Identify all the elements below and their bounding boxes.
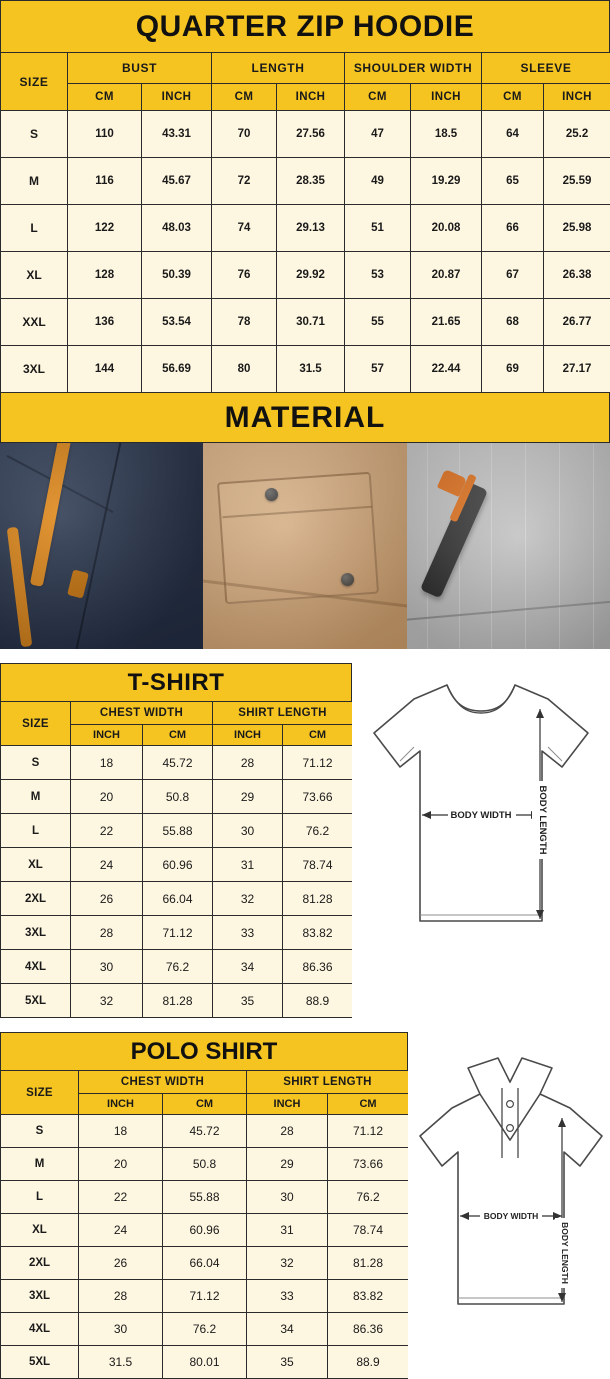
polo-row-size: 2XL [1,1247,79,1280]
tshirt-row-size: 5XL [1,984,71,1018]
polo-cell: 83.82 [328,1280,409,1313]
body-width-label: BODY WIDTH [484,1211,539,1221]
hoodie-cell: 144 [68,346,142,393]
polo-cell: 28 [247,1115,328,1148]
hoodie-sub-shoulder-cm: CM [345,84,411,111]
hoodie-cell: 80 [212,346,277,393]
tshirt-sub-chest-inch: INCH [71,725,143,746]
tshirt-cell: 28 [213,746,283,780]
tshirt-cell: 81.28 [143,984,213,1018]
tshirt-cell: 81.28 [283,882,353,916]
hoodie-row-size: XL [1,252,68,299]
hoodie-sub-shoulder-inch: INCH [411,84,482,111]
hoodie-cell: 56.69 [142,346,212,393]
tshirt-cell: 32 [71,984,143,1018]
polo-cell: 76.2 [163,1313,247,1346]
hoodie-cell: 136 [68,299,142,346]
polo-cell: 86.36 [328,1313,409,1346]
polo-cell: 32 [247,1247,328,1280]
polo-header-row [1,1071,409,1094]
hoodie-cell: 20.87 [411,252,482,299]
tan-sleeve-pocket-photo [203,443,406,649]
table-row [1,1148,409,1181]
hoodie-cell: 31.5 [277,346,345,393]
hoodie-cell: 55 [345,299,411,346]
tshirt-cell: 29 [213,780,283,814]
tshirt-cell: 66.04 [143,882,213,916]
body-length-label: BODY LENGTH [560,1222,570,1284]
polo-cell: 73.66 [328,1148,409,1181]
hoodie-cell: 70 [212,111,277,158]
hoodie-cell: 47 [345,111,411,158]
hoodie-cell: 45.67 [142,158,212,205]
polo-sub-chest-cm: CM [163,1094,247,1115]
polo-cell: 31.5 [79,1346,163,1379]
table-row [1,111,610,158]
hoodie-cell: 20.08 [411,205,482,252]
polo-header-shirt-length: SHIRT LENGTH [247,1071,409,1094]
table-row [1,299,610,346]
polo-cell: 31 [247,1214,328,1247]
tshirt-section [0,663,610,1018]
hoodie-cell: 25.59 [544,158,610,205]
polo-cell: 78.74 [328,1214,409,1247]
tshirt-header-size: SIZE [1,702,71,746]
polo-row-size: M [1,1148,79,1181]
polo-cell: 66.04 [163,1247,247,1280]
hoodie-cell: 53.54 [142,299,212,346]
table-row [1,1313,409,1346]
tshirt-cell: 60.96 [143,848,213,882]
tshirt-cell: 88.9 [283,984,353,1018]
hoodie-cell: 18.5 [411,111,482,158]
polo-cell: 76.2 [328,1181,409,1214]
hoodie-cell: 22.44 [411,346,482,393]
polo-row-size: XL [1,1214,79,1247]
hoodie-cell: 68 [482,299,544,346]
tshirt-cell: 73.66 [283,780,353,814]
tshirt-diagram [352,663,610,963]
tshirt-cell: 30 [71,950,143,984]
tshirt-cell: 55.88 [143,814,213,848]
polo-row-size: 5XL [1,1346,79,1379]
polo-cell: 71.12 [163,1280,247,1313]
photo-shading [407,443,610,649]
table-row [1,882,353,916]
hoodie-cell: 110 [68,111,142,158]
polo-cell: 81.28 [328,1247,409,1280]
polo-row-size: 4XL [1,1313,79,1346]
polo-cell: 30 [79,1313,163,1346]
hoodie-cell: 128 [68,252,142,299]
tshirt-cell: 20 [71,780,143,814]
hoodie-cell: 30.71 [277,299,345,346]
table-row [1,252,610,299]
tshirt-header-row [1,702,353,725]
hoodie-cell: 74 [212,205,277,252]
tshirt-cell: 26 [71,882,143,916]
hoodie-cell: 27.17 [544,346,610,393]
tshirt-cell: 76.2 [143,950,213,984]
hoodie-row-size: M [1,158,68,205]
tshirt-cell: 18 [71,746,143,780]
hoodie-cell: 28.35 [277,158,345,205]
table-row [1,1115,409,1148]
tshirt-cell: 24 [71,848,143,882]
polo-cell: 33 [247,1280,328,1313]
polo-row-size: L [1,1181,79,1214]
hoodie-cell: 25.98 [544,205,610,252]
table-row [1,1280,409,1313]
table-row [1,746,353,780]
polo-sub-length-inch: INCH [247,1094,328,1115]
hoodie-subheader-row [1,84,610,111]
polo-row-size: 3XL [1,1280,79,1313]
hoodie-header-size: SIZE [1,53,68,111]
polo-cell: 45.72 [163,1115,247,1148]
polo-cell: 60.96 [163,1214,247,1247]
photo-shading [0,443,203,649]
body-width-label: BODY WIDTH [450,810,511,821]
tshirt-cell: 76.2 [283,814,353,848]
tshirt-cell: 86.36 [283,950,353,984]
hoodie-cell: 67 [482,252,544,299]
hoodie-sub-length-inch: INCH [277,84,345,111]
table-row [1,205,610,252]
polo-cell: 88.9 [328,1346,409,1379]
table-row [1,848,353,882]
tshirt-row-size: L [1,814,71,848]
tshirt-cell: 35 [213,984,283,1018]
hoodie-header-length: LENGTH [212,53,345,84]
hoodie-row-size: 3XL [1,346,68,393]
tshirt-row-size: M [1,780,71,814]
hoodie-cell: 122 [68,205,142,252]
polo-cell: 24 [79,1214,163,1247]
body-length-label: BODY LENGTH [537,786,548,855]
polo-figure-column [408,1032,610,1379]
hoodie-sub-length-cm: CM [212,84,277,111]
hoodie-sub-bust-cm: CM [68,84,142,111]
polo-size-table [0,1070,409,1379]
polo-cell: 55.88 [163,1181,247,1214]
tshirt-cell: 71.12 [143,916,213,950]
hoodie-size-table [0,52,610,393]
hoodie-cell: 65 [482,158,544,205]
hoodie-cell: 57 [345,346,411,393]
hoodie-cell: 69 [482,346,544,393]
polo-cell: 34 [247,1313,328,1346]
tshirt-table-column [0,663,352,1018]
tshirt-outline [374,685,588,921]
material-photo-strip [0,443,610,649]
tshirt-title: T-SHIRT [0,663,352,701]
hoodie-header-sleeve: SLEEVE [482,53,610,84]
tshirt-cell: 71.12 [283,746,353,780]
hoodie-cell: 49 [345,158,411,205]
hoodie-cell: 25.2 [544,111,610,158]
tshirt-sub-length-inch: INCH [213,725,283,746]
tshirt-cell: 83.82 [283,916,353,950]
table-row [1,1346,409,1379]
table-row [1,346,610,393]
tshirt-cell: 28 [71,916,143,950]
spacer [0,649,610,663]
polo-cell: 18 [79,1115,163,1148]
table-row [1,984,353,1018]
tshirt-row-size: 2XL [1,882,71,916]
tshirt-cell: 22 [71,814,143,848]
polo-row-size: S [1,1115,79,1148]
table-row [1,1214,409,1247]
polo-cell: 50.8 [163,1148,247,1181]
tshirt-cell: 32 [213,882,283,916]
table-row [1,814,353,848]
polo-title: POLO SHIRT [0,1032,408,1070]
tshirt-header-chest-width: CHEST WIDTH [71,702,213,725]
hoodie-cell: 64 [482,111,544,158]
table-row [1,950,353,984]
tshirt-row-size: 3XL [1,916,71,950]
hoodie-row-size: S [1,111,68,158]
tshirt-sub-chest-cm: CM [143,725,213,746]
hoodie-title: QUARTER ZIP HOODIE [0,0,610,52]
hoodie-cell: 21.65 [411,299,482,346]
hoodie-cell: 29.92 [277,252,345,299]
hoodie-header-bust: BUST [68,53,212,84]
table-row [1,780,353,814]
polo-diagram [408,1032,610,1332]
hoodie-row-size: XXL [1,299,68,346]
tshirt-cell: 78.74 [283,848,353,882]
hoodie-cell: 50.39 [142,252,212,299]
hoodie-sub-sleeve-inch: INCH [544,84,610,111]
hoodie-cell: 27.56 [277,111,345,158]
hoodie-cell: 26.77 [544,299,610,346]
table-row [1,1247,409,1280]
tshirt-cell: 34 [213,950,283,984]
hoodie-cell: 53 [345,252,411,299]
tshirt-cell: 33 [213,916,283,950]
tshirt-cell: 50.8 [143,780,213,814]
tshirt-cell: 45.72 [143,746,213,780]
polo-button [507,1125,514,1132]
hoodie-cell: 76 [212,252,277,299]
polo-button [507,1101,514,1108]
polo-sub-length-cm: CM [328,1094,409,1115]
tshirt-header-shirt-length: SHIRT LENGTH [213,702,353,725]
hoodie-sub-bust-inch: INCH [142,84,212,111]
polo-sub-chest-inch: INCH [79,1094,163,1115]
hoodie-cell: 43.31 [142,111,212,158]
tshirt-row-size: S [1,746,71,780]
polo-cell: 35 [247,1346,328,1379]
hoodie-cell: 72 [212,158,277,205]
tshirt-size-table [0,701,353,1018]
tshirt-row-size: 4XL [1,950,71,984]
hoodie-cell: 48.03 [142,205,212,252]
polo-cell: 30 [247,1181,328,1214]
polo-cell: 71.12 [328,1115,409,1148]
navy-hoodie-drawcord-photo [0,443,203,649]
polo-cell: 80.01 [163,1346,247,1379]
tshirt-cell: 31 [213,848,283,882]
table-row [1,158,610,205]
hoodie-cell: 116 [68,158,142,205]
table-row [1,1181,409,1214]
hoodie-cell: 19.29 [411,158,482,205]
polo-cell: 28 [79,1280,163,1313]
hoodie-cell: 66 [482,205,544,252]
hoodie-row-size: L [1,205,68,252]
tshirt-cell: 30 [213,814,283,848]
material-title: MATERIAL [0,393,610,443]
polo-cell: 29 [247,1148,328,1181]
polo-table-column [0,1032,408,1379]
polo-section [0,1032,610,1379]
polo-header-chest-width: CHEST WIDTH [79,1071,247,1094]
hoodie-header-row [1,53,610,84]
polo-cell: 22 [79,1181,163,1214]
tshirt-sub-length-cm: CM [283,725,353,746]
photo-shading [203,443,406,649]
hoodie-cell: 51 [345,205,411,252]
tshirt-row-size: XL [1,848,71,882]
hoodie-header-shoulder-width: SHOULDER WIDTH [345,53,482,84]
grey-fleece-pen-photo [407,443,610,649]
hoodie-cell: 29.13 [277,205,345,252]
spacer [0,1018,610,1032]
tshirt-figure-column [352,663,610,1018]
polo-cell: 26 [79,1247,163,1280]
hoodie-sub-sleeve-cm: CM [482,84,544,111]
table-row [1,916,353,950]
hoodie-cell: 78 [212,299,277,346]
hoodie-cell: 26.38 [544,252,610,299]
polo-header-size: SIZE [1,1071,79,1115]
polo-cell: 20 [79,1148,163,1181]
